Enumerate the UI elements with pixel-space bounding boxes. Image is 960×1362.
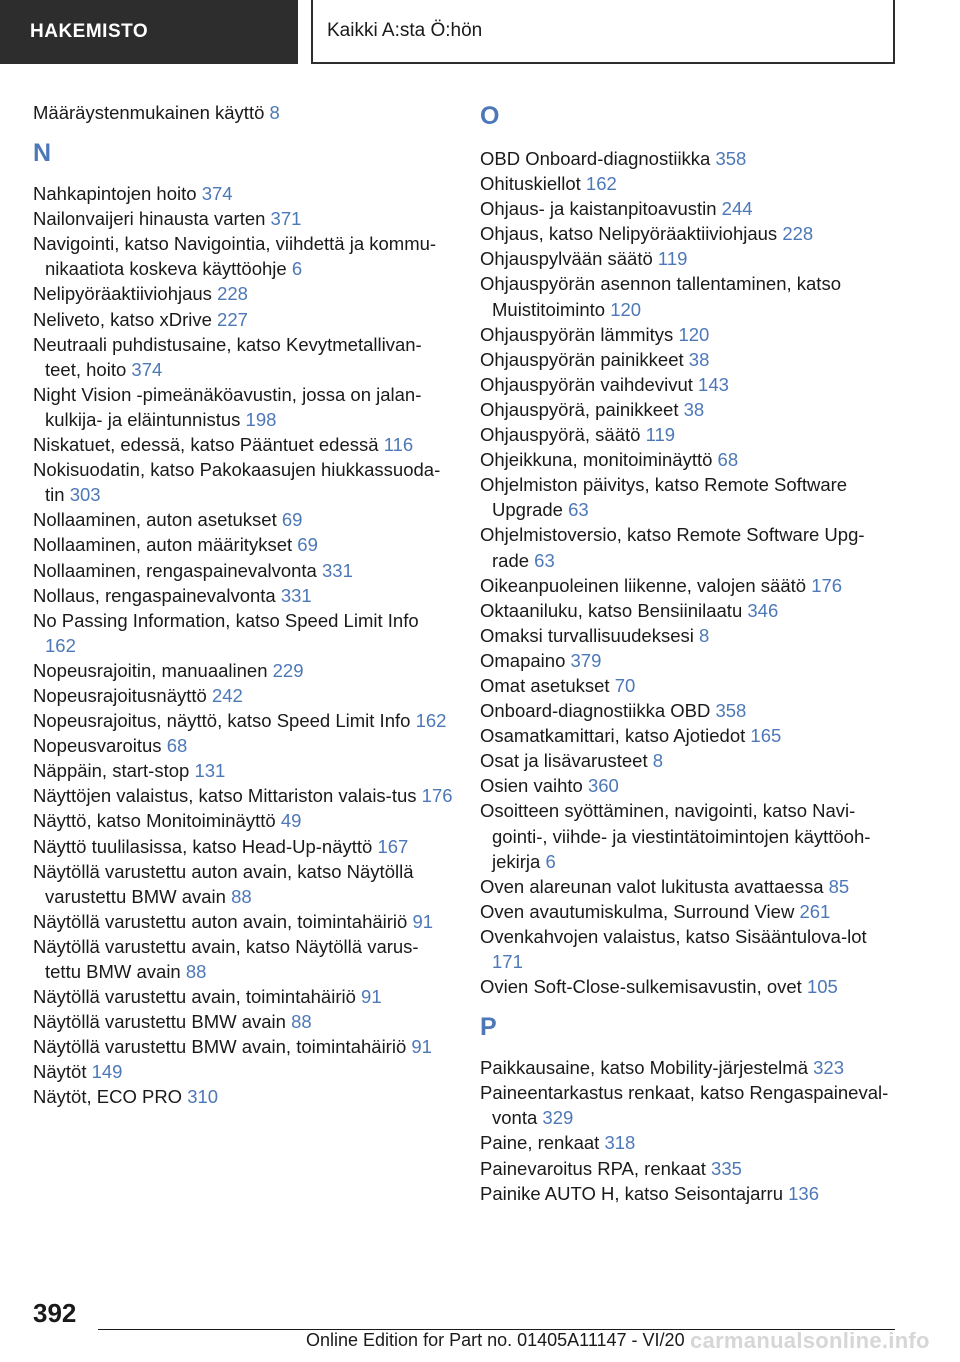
index-page-link[interactable]: 358 [715,700,747,722]
index-entry [33,909,453,934]
index-page-link[interactable]: 261 [799,900,831,922]
index-page-link[interactable]: 88 [231,885,252,907]
index-page-link[interactable]: 303 [69,484,101,506]
index-entry [480,1055,900,1080]
index-entry-term: Nopeusrajoitin, manuaalinen [33,659,268,681]
index-entry-term: Omat asetukset [480,674,610,696]
index-entry [480,146,900,171]
index-entry-term: No Passing Information, katso Speed Limit Info [33,609,419,631]
index-entry [33,181,453,206]
index-entry [33,859,453,909]
index-entry-term: Nailonvaijeri hinausta varten [33,208,266,230]
index-entry-term: Näytöllä varustettu auton avain, toimintahäiriö [33,910,408,932]
index-entry [480,1181,900,1206]
index-entry [480,974,900,999]
index-entry-term: Paineentarkastus renkaat, katso Rengaspaineval‐vonta [480,1082,889,1129]
index-entry [33,1009,453,1034]
index-entry [480,573,900,598]
index-entry [33,507,453,532]
index-page-link[interactable]: 371 [270,208,302,230]
index-page-link[interactable]: 119 [657,248,688,270]
index-entry-term: Omapaino [480,649,566,671]
index-page-link[interactable]: 374 [201,183,233,205]
index-entry [33,984,453,1009]
index-page-link[interactable]: 88 [291,1011,312,1033]
index-entry-term: Ovenkahvojen valaistus, katso Sisääntulova‐lot [480,925,867,947]
index-page-link[interactable]: 68 [166,735,188,757]
index-page-link[interactable]: 120 [678,323,710,345]
index-entry [33,231,453,281]
index-entry [33,808,453,833]
index-entry [33,558,453,583]
index-entry-term: Painike AUTO H, katso Seisontajarru [480,1182,783,1204]
page-header [0,0,960,66]
index-page-link[interactable]: 8 [269,102,280,123]
index-entry [480,623,900,648]
index-page-link[interactable]: 91 [361,986,382,1008]
index-entry-term: Nollaaminen, auton asetukset [33,509,277,531]
index-entry-term: Omaksi turvallisuudeksesi [480,624,694,646]
index-entry [33,608,453,658]
index-page-link[interactable]: 227 [217,308,248,330]
index-entry-term: Ovien Soft-Close-sulkemisavustin, ovet [480,976,802,998]
index-page-link[interactable]: 69 [281,509,303,531]
index-entry-term: Näyttö, katso Monitoiminäyttö [33,810,276,832]
index-entry-term: Oven alareunan valot lukitusta avattaessa [480,875,824,897]
index-entry-term: Näytöllä varustettu BMW avain, toimintahäiriö [33,1036,407,1058]
index-entry-term: Ohjaus- ja kaistanpitoavustin [480,198,717,220]
index-page-link[interactable]: 63 [568,499,589,521]
index-page-link[interactable]: 116 [383,434,414,456]
index-entry-term: Neutraali puhdistusaine, katso Kevytmetallivan‐teet, hoito [33,333,422,380]
index-entry [33,457,453,507]
index-page-link[interactable]: 358 [715,148,747,169]
index-entry [33,382,453,432]
index-page-link[interactable]: 229 [272,659,304,681]
index-entry [480,472,900,522]
index-page-link[interactable]: 68 [717,449,739,471]
index-entry [480,648,900,673]
index-entry-term: Näytöt, ECO PRO [33,1086,183,1108]
index-entry [480,221,900,246]
index-entry [480,798,900,873]
index-entry-term: Näytöllä varustettu avain, toimintahäiriö [33,986,356,1008]
index-entry [33,206,453,231]
index-entry [33,1084,453,1109]
index-entry-term: Ohjaus, katso Nelipyöräaktiiviohjaus [480,223,778,245]
index-page-link[interactable]: 162 [415,710,447,732]
index-entry [33,532,453,557]
index-page-link[interactable]: 143 [698,373,729,395]
index-entry-term: Ohjauspyörä, säätö [480,424,641,446]
index-page-link[interactable]: 374 [131,358,163,380]
index-entry [480,322,900,347]
index-page-link[interactable]: 346 [747,599,779,621]
index-page-link[interactable]: 323 [813,1057,845,1079]
index-entry [480,196,900,221]
index-entry [480,447,900,472]
index-entry [480,347,900,372]
index-entry-term: Onboard-diagnostiikka OBD [480,700,711,722]
index-page-link[interactable]: 105 [806,976,838,998]
index-page-link[interactable]: 331 [322,559,353,581]
index-entry [33,1034,453,1059]
index-page-link[interactable]: 85 [828,875,850,897]
index-entry-term: Näytöt [33,1061,87,1083]
section-label: HAKEMISTO [0,0,298,64]
index-entry-term: Osien vaihto [480,775,583,797]
index-page-link[interactable]: 167 [377,835,409,857]
index-entry [480,899,900,924]
index-entry [480,773,900,798]
index-entry [480,171,900,196]
edition-text: Online Edition for Part no. 01405A11147 - VI/20 [306,1330,685,1350]
index-entry-term: Osat ja lisävarusteet [480,750,648,772]
index-entry-term: Ohjelmistoversio, katso Remote Software Upg‐rade [480,524,865,571]
index-entry [33,783,453,808]
index-page-link[interactable]: 331 [280,584,312,606]
chapter-title: Kaikki A:sta Ö:hön [311,0,895,64]
index-page-link[interactable]: 63 [534,549,555,571]
index-page-link[interactable]: 162 [585,173,617,195]
index-page-link[interactable]: 8 [652,750,664,772]
index-page-link[interactable]: 318 [604,1132,636,1154]
index-column-right [480,100,900,1206]
index-entry-term: Ohjelmiston päivitys, katso Remote Software Upgrade [480,474,848,521]
index-page-link[interactable]: 6 [545,850,556,872]
index-page-link[interactable]: 162 [45,634,76,656]
index-page-link[interactable]: 335 [711,1157,742,1179]
index-page-link[interactable]: 91 [412,910,434,932]
index-entry-term: Nollaaminen, rengaspainevalvonta [33,559,317,581]
index-entry [33,1059,453,1084]
index-entry-term: Osamatkamittari, katso Ajotiedot [480,725,746,747]
index-entry-term: Navigointi, katso Navigointia, viihdettä ja kommu‐nikaatiota koskeva käyttöohje [33,233,437,280]
index-page-link[interactable]: 176 [811,574,843,596]
index-entry [480,1156,900,1181]
index-page-link[interactable]: 228 [217,283,248,305]
index-page-link[interactable]: 49 [280,810,302,832]
index-page-link[interactable]: 6 [291,258,303,280]
index-entry-term: Neliveto, katso xDrive [33,308,212,330]
index-page-link[interactable]: 38 [688,348,710,370]
index-page-link[interactable]: 244 [721,198,753,220]
index-page-link[interactable]: 171 [492,951,523,972]
index-page-link[interactable]: 198 [245,408,277,430]
index-entry-term: Nopeusrajoitus, näyttö, katso Speed Limit Info [33,710,411,732]
index-entry-term: Night Vision -pimeänäköavustin, jossa on jalan‐kulkija- ja eläintunnistus [33,383,422,430]
index-page-link[interactable]: 8 [699,624,710,646]
index-entry [480,673,900,698]
index-entry-term: OBD Onboard-diagnostiikka [480,148,711,169]
index-page-link[interactable]: 149 [91,1061,123,1083]
index-entry-term: Oktaaniluku, katso Bensiinilaatu [480,599,743,621]
index-entry [480,924,900,974]
index-page-link[interactable]: 136 [788,1182,820,1204]
index-entry-term: Ohjeikkuna, monitoiminäyttö [480,449,713,471]
index-entry [33,281,453,306]
index-entry-term: Ohjauspyörän vaihdevivut [480,373,693,395]
index-entry-term: Oven avautumiskulma, Surround View [480,900,795,922]
index-entry [480,1080,900,1130]
index-entry [33,658,453,683]
index-entry [480,723,900,748]
index-entry-term: Niskatuet, edessä, katso Pääntuet edessä [33,434,379,456]
index-entry [480,874,900,899]
index-entry-term: Painevaroitus RPA, renkaat [480,1157,706,1179]
index-entry-term: Ohjauspyörän painikkeet [480,348,684,370]
index-entry [33,332,453,382]
index-page-link[interactable]: 176 [421,785,453,807]
index-entry [480,698,900,723]
index-entry-term: Näyttöjen valaistus, katso Mittariston valais‐tus [33,785,417,807]
index-entry-term: Ohjauspyörä, painikkeet [480,398,679,420]
index-page-link[interactable]: 38 [683,398,705,420]
index-page-link[interactable]: 165 [750,725,782,747]
index-entry [33,307,453,332]
index-entry-term: Paikkausaine, katso Mobility-järjestelmä [480,1057,808,1079]
index-entry-term: Määräystenmukainen käyttö [33,102,265,123]
index-entry-term: Ohjauspyörän lämmitys [480,323,674,345]
index-entry [33,432,453,457]
index-page-link[interactable]: 119 [645,424,676,446]
index-entry-term: Nollaaminen, auton määritykset [33,534,293,556]
index-letter-heading: N [33,139,52,168]
index-entry [480,598,900,623]
index-entry-term: Ohjauspyörän asennon tallentaminen, katso Muistitoiminto [480,273,841,320]
index-entry-term: Näytöllä varustettu avain, katso Näytöllä varus‐tettu BMW avain [33,935,419,982]
index-page-link[interactable]: 131 [194,760,226,782]
page-number: 392 [33,1298,77,1328]
index-page-link[interactable]: 88 [185,961,207,982]
index-entry-term: Ohituskiellot [480,173,581,195]
index-entry [480,246,900,271]
index-letter-heading: O [480,102,500,130]
index-entry-term: Nollaus, rengaspainevalvonta [33,584,276,606]
index-entry [33,733,453,758]
watermark: carmanualsonline.info [690,1328,930,1353]
index-letter-heading: P [480,1013,497,1042]
index-page-link[interactable]: 329 [542,1107,574,1129]
index-entry [480,748,900,773]
index-entry-term: Paine, renkaat [480,1132,600,1154]
index-page-link[interactable]: 70 [614,674,636,696]
index-entry [33,708,453,733]
index-entry [33,758,453,783]
index-entry [480,397,900,422]
index-page-link[interactable]: 379 [570,649,602,671]
index-page-link[interactable]: 228 [782,223,814,245]
index-entry-term: Näytöllä varustettu BMW avain [33,1011,286,1033]
index-entry [480,1130,900,1155]
index-entry-term: Näyttö tuulilasissa, katso Head-Up-näyttö [33,835,373,857]
index-entry [480,522,900,572]
index-page-link[interactable]: 242 [211,684,243,706]
index-page-link[interactable]: 69 [297,534,318,556]
index-page-link[interactable]: 360 [587,775,619,797]
index-entry [33,683,453,708]
index-entry-term: Näppäin, start-stop [33,760,190,782]
index-entry-term: Nahkapintojen hoito [33,183,197,205]
index-page-link[interactable]: 120 [610,298,642,320]
index-page-link[interactable]: 91 [411,1036,432,1058]
index-entry-term: Osoitteen syöttäminen, navigointi, katso Navi‐gointi-, viihde- ja viestintätoimintojen käyttöoh‐jekirja [480,800,871,872]
index-entry-term: Oikeanpuoleinen liikenne, valojen säätö [480,574,807,596]
index-entry-term: Ohjauspylvään säätö [480,248,653,270]
index-entry [480,372,900,397]
index-entry [480,271,900,321]
index-entry-term: Näytöllä varustettu auton avain, katso Näytöllä varustettu BMW avain [33,860,414,907]
index-entry [33,934,453,984]
index-entry-term: Nopeusvaroitus [33,735,162,757]
index-entry [33,834,453,859]
index-entry-term: Nelipyöräaktiiviohjaus [33,283,212,305]
index-entry-term: Nokisuodatin, katso Pakokaasujen hiukkassuoda‐tin [33,459,441,506]
index-entry [480,422,900,447]
index-entry [33,583,453,608]
index-column-left [33,100,453,1110]
index-page-link[interactable]: 310 [187,1086,219,1108]
index-entry-term: Nopeusrajoitusnäyttö [33,684,207,706]
